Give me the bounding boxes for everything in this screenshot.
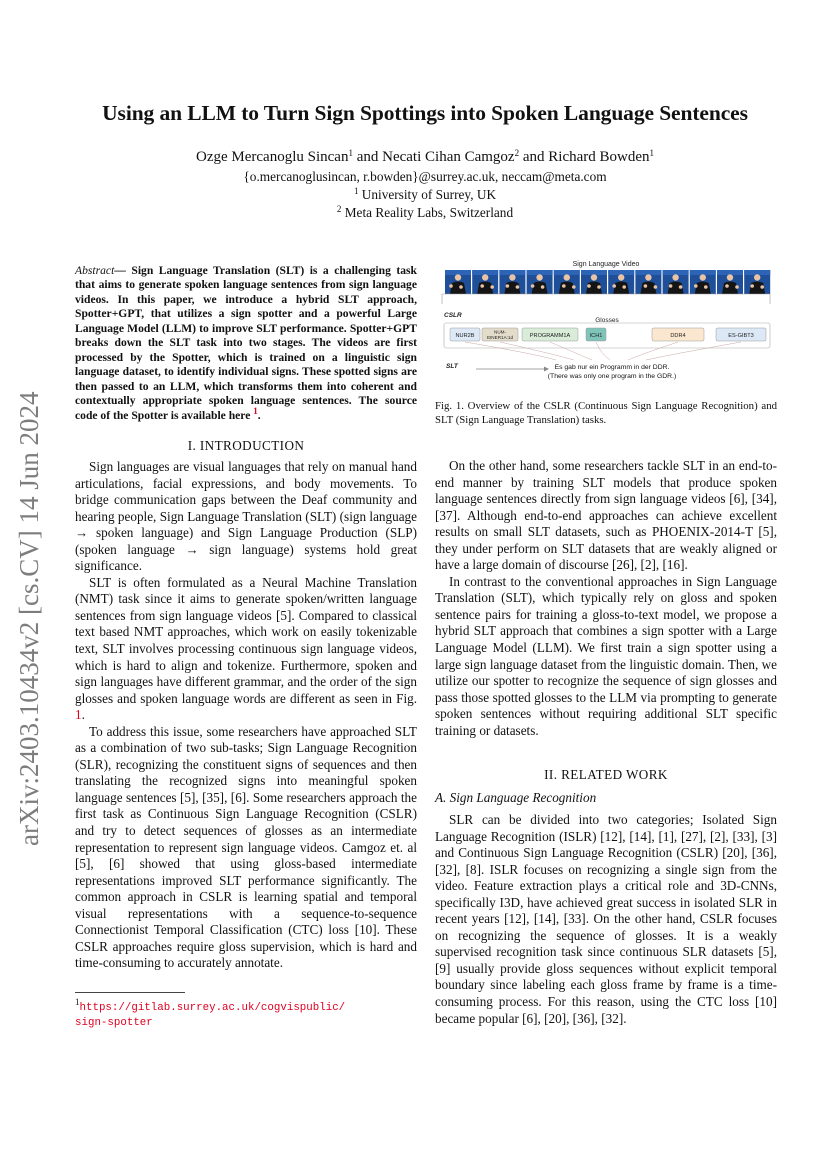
affiliation-1: [60, 187, 790, 203]
intro-paragraph-3: To address this issue, some researchers have approached SLT as a combination of two sub-tasks; Sign Language Recognition (SLR), recognizing the constituent signs of sequences and then translating the recognized signs into meaningful spoken language sentences [5], [35], [6]. Some researchers approach the first task as Continuous Sign Language Recognition (CSLR) and try to detect sequences of glosses as an intermediate representation to represent sign language videos. Camgoz et. al [5], [6] showed that using gloss-based intermediate representations improved SLT performance significantly. The common approach in CSLR is learning spatial and temporal visual representations with a sequence-to-sequence Connectionist Temporal Classification (CTC) loss [10]. These CSLR approaches require gloss supervision, which is hard and time-consuming to accurately annotate.: [75, 723, 417, 971]
gloss-box: [716, 328, 766, 341]
footnote-mark: 1: [75, 997, 80, 1007]
video-frame: [499, 270, 525, 294]
footnote-url-cont[interactable]: sign-spotter: [75, 1017, 153, 1029]
figure-ref[interactable]: 1: [75, 707, 82, 723]
footnote: [75, 997, 417, 1030]
gloss-arrows: [465, 342, 741, 360]
affil-text: University of Surrey, UK: [358, 187, 497, 202]
gloss-label: PROGRAMM1A: [529, 333, 571, 339]
section-heading: I. INTRODUCTION: [187, 438, 305, 453]
gloss-arrow: [596, 342, 610, 360]
video-label: Sign Language Video: [572, 261, 640, 268]
gloss-box: [522, 328, 578, 341]
right-column-body-2: [435, 812, 777, 1027]
slt-arrow-head: [544, 367, 549, 372]
footnote-rule: [75, 992, 185, 993]
intro-paragraph-1: Sign languages are visual languages that rely on manual hand articulations, facial expressions, and body movements. To bridge communication gaps between the Deaf community and hearing people, Sign Language Translation (SLT) (sign language → spoken language) and Sign Language Production (SLP) (spoken language → sign language) systems hold great significance.: [75, 459, 417, 574]
affil-mark: 2: [336, 204, 342, 214]
gloss-arrow: [550, 342, 592, 360]
author-affil-mark: 1: [348, 148, 353, 158]
intro-p2-text: SLT is often formulated as a Neural Machine Translation (NMT) task since it aims to generate spoken/written language sentences from sign language videos [5]. Compared to classical text based NMT approaches, which work on easily tokenizable text, SLT involves processing continuous sign language videos, which is hard to align and tokenize. Furthermore, spoken and sign languages have different grammar, and the order of the sign glosses and spoken language words are different as seen in Fig.: [75, 574, 417, 706]
arxiv-stamp: [6, 368, 46, 848]
author-name: Richard Bowden: [548, 149, 650, 165]
right-column-body-1: [435, 458, 777, 739]
abstract: [75, 264, 417, 423]
video-frames: [445, 270, 770, 294]
author-affil-mark: 2: [514, 148, 520, 158]
sentence-en: (There was only one program in the GDR.): [547, 373, 677, 380]
intro-paragraph-2: [75, 575, 417, 724]
right-paragraph-3: SLR can be divided into two categories; Isolated Sign Language Recognition (ISLR) [12], [14], [1], [27], [2], [33], [3] and Continuous Sign Language Recognition (CSLR) [20], [36], [32], [8]. ISLR focuses on recognizing a single sign from the video. Feature extraction plays a critical role and 3D-CNNs, specifically I3D, have achieved great success in isolated SLR in recent years [12], [14], [33]. On the other hand, CSLR focuses on recognizing the sequence of glosses. It is a weakly supervised recognition task since continuous SLR datasets [5], [9] usually provide gloss sequences without explicit temporal boundary since labeling each gloss frame by frame is a time-consuming process. For this reason, using the CTC loss [10] became popular [6], [20], [36], [32].: [435, 812, 777, 1026]
subsection-heading: A. Sign Language Recognition: [435, 790, 597, 805]
gloss-arrow: [500, 342, 574, 360]
author-list: [60, 149, 790, 166]
gloss-box: [482, 328, 518, 341]
affiliation-2: [60, 205, 790, 221]
gloss-box: [652, 328, 704, 341]
author-name: Necati Cihan Camgoz: [382, 149, 515, 165]
arxiv-id: arXiv:2403.10434v2 [cs.CV] 14 Jun 2024: [14, 391, 44, 846]
gloss-label: NUR2B: [455, 333, 475, 339]
author-separator: and: [519, 149, 549, 165]
video-frame: [608, 270, 634, 294]
author-emails: {o.mercanoglusincan, r.bowden}@surrey.ac.uk, neccam@meta.com: [243, 169, 607, 184]
video-frame: [472, 270, 498, 294]
affil-text: Meta Reality Labs, Switzerland: [341, 205, 514, 220]
section-heading: II. RELATED WORK: [544, 767, 668, 782]
author-separator: and: [352, 149, 383, 165]
video-frame: [445, 270, 471, 294]
gloss-arrow: [646, 342, 741, 360]
gloss-label: ICH1: [589, 333, 603, 339]
gloss-box: [586, 328, 606, 341]
video-frame: [690, 270, 716, 294]
gloss-label: DDR4: [670, 333, 686, 339]
paper-title: Using an LLM to Turn Sign Spottings into Spoken Language Sentences: [102, 101, 748, 125]
cslr-label: CSLR: [444, 312, 462, 319]
gloss-boxes: [450, 328, 766, 341]
right-paragraph-1: On the other hand, some researchers tackle SLT in an end-to-end manner by training SLT models that produce spoken language sentences directly from sign language videos [6], [34], [37]. Although end-to-end approaches can achieve excellent results on small SLT datasets, such as PHOENIX-2014-T [5], they under perform on SLT datasets that are weakly aligned or have a large domain of discourse [26], [2], [16].: [435, 458, 777, 573]
footnote-ref[interactable]: 1: [253, 405, 258, 416]
video-frame: [554, 270, 580, 294]
slt-label: SLT: [446, 363, 458, 370]
sentence-de: Es gab nur ein Programm in der DDR.: [554, 364, 670, 371]
abstract-end: .: [257, 408, 261, 422]
video-frame: [663, 270, 689, 294]
intro-p2-end: .: [81, 707, 85, 723]
figure-1: [436, 256, 776, 384]
cslr-bracket: [442, 294, 770, 304]
gloss-label: ES-GIBT3: [728, 333, 754, 339]
glosses-label: Glosses: [595, 317, 619, 324]
abstract-lead: Abstract: [75, 264, 115, 277]
author-affil-mark: 1: [649, 148, 654, 158]
gloss-label: EINER1A:1d: [486, 335, 514, 340]
gloss-label: NUM-: [494, 329, 506, 335]
gloss-arrow: [465, 342, 556, 360]
figure-caption: Fig. 1. Overview of the CSLR (Continuous Sign Language Recognition) and SLT (Sign Language Translation) tasks.: [435, 400, 777, 426]
video-frame: [635, 270, 661, 294]
abstract-body: — Sign Language Translation (SLT) is a challenging task that aims to generate spoken language sentences from sign language videos. In this paper, we introduce a hybrid SLT approach, Spotter+GPT, that utilizes a sign spotter and a powerful Large Language Model (LLM) to improve SLT performance. Spotter+GPT breaks down the SLT task into two stages. The videos are first processed by the Spotter, which is trained on a linguistic sign language dataset, to identify individual signs. These spotted signs are then passed to an LLM, which transforms them into coherent and contextually appropriate spoken language sentences. The source code of the Spotter is available here: [75, 264, 417, 422]
author-name: Ozge Mercanoglu Sincan: [196, 149, 349, 165]
left-column-body: [75, 459, 417, 972]
video-frame: [744, 270, 770, 294]
footnote-url[interactable]: https://gitlab.surrey.ac.uk/cogvispublic/: [79, 1002, 346, 1014]
video-frame: [581, 270, 607, 294]
right-paragraph-2: In contrast to the conventional approaches in Sign Language Translation (SLT), which typically rely on gloss and spoken sentence pairs for training a gloss-to-text model, we propose a hybrid SLT approach that combines a sign spotter with a Large Language Model (LLM). We first train a sign spotter using a large sign language dataset from the linguistic domain. Then, we utilize our spotter to recognize the sequence of sign glosses and pass those spotted glosses to the LLM via prompting to generate spoken sentences without requiring additional SLT specific training or datasets.: [435, 573, 777, 738]
affil-mark: 1: [353, 186, 359, 196]
video-frame: [717, 270, 743, 294]
gloss-box: [450, 328, 480, 341]
video-frame: [527, 270, 553, 294]
gloss-arrow: [628, 342, 678, 360]
